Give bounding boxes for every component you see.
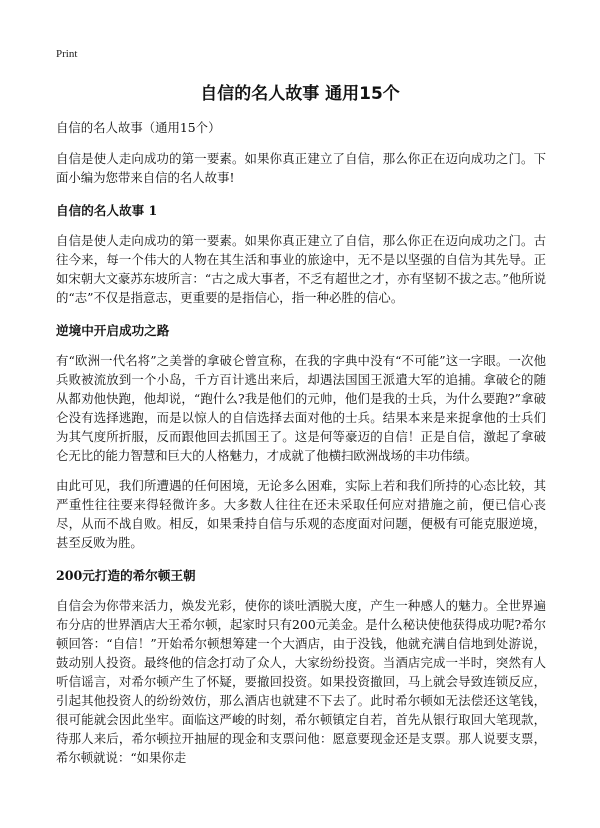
section-heading-1: 自信的名人故事 1 xyxy=(56,203,158,218)
print-label: Print xyxy=(56,48,78,60)
document-subtitle: 自信的名人故事（通用15个） xyxy=(56,120,221,135)
intro-paragraph: 自信是使人走向成功的第一要素。如果你真正建立了自信，那么你正在迈向成功之门。下面小编为您带来自信的名人故事! xyxy=(56,151,546,185)
document-body xyxy=(56,118,546,778)
section-heading-3: 200元打造的希尔顿王朝 xyxy=(56,568,196,583)
section-1-paragraph: 自信是使人走向成功的第一要素。如果你真正建立了自信，那么你正在迈向成功之门。古往今来，每一个伟大的人物在其生活和事业的旅途中，无不是以坚强的自信为其先导。正如宋朝大文豪苏东坡所言：“古之成大事者，不乏有超世之才，亦有坚韧不拔之志。”他所说的“志”不仅是指意志，更重要的是指信心，指一种必胜的信心。 xyxy=(56,233,546,305)
document-title: 自信的名人故事 通用15个 xyxy=(200,84,400,104)
section-2-paragraph-2: 由此可见，我们所遭遇的任何困境，无论多么困难，实际上若和我们所持的心态比较，其严重性往往要来得轻微许多。大多数人往往在还未采取任何应对措施之前，便已信心丧尽，从而不战自败。相反，如果秉持自信与乐观的态度面对问题，便极有可能克服逆境，甚至反败为胜。 xyxy=(56,478,546,550)
section-3-paragraph: 自信会为你带来活力，焕发光彩，使你的谈吐洒脱大度，产生一种感人的魅力。全世界遍布分店的世界酒店大王希尔顿，起家时只有200元美金。是什么秘诀使他获得成功呢?希尔顿回答：“自信！”开始希尔顿想筹建一个大酒店，由于没钱，他就充满自信地到处游说，鼓动别人投资。最终他的信念打动了众人，大家纷纷投资。当酒店完成一半时，突然有人听信谣言，对希尔顿产生了怀疑，要撤回投资。如果投资撤回，马上就会导致连锁反应，引起其他投资人的纷纷效仿，那么酒店也就建不下去了。此时希尔顿如无法偿还这笔钱，很可能就会因此坐牢。面临这严峻的时刻，希尔顿镇定自若，首先从银行取回大笔现款，待那人来后，希尔顿拉开抽屉的现金和支票问他：愿意要现金还是支票。那人说要支票，希尔顿就说：“如果你走 xyxy=(56,598,546,765)
section-2-paragraph-1: 有“欧洲一代名将”之美誉的拿破仑曾宣称，在我的字典中没有“不可能”这一字眼。一次他兵败被流放到一个小岛，千方百计逃出来后，却遇法国国王派遣大军的追捕。拿破仑的随从都劝他快跑，他却说，“跑什么?我是他们的元帅，他们是我的士兵，为什么要跑?”拿破仑没有选择逃跑，而是以惊人的自信选择去面对他的士兵。结果本来是来捉拿他的士兵们为其气度所折服，反而跟他回去抓国王了。这是何等豪迈的自信！正是自信，激起了拿破仑无比的能力智慧和巨大的人格魅力，才成就了他横扫欧洲战场的丰功伟绩。 xyxy=(56,353,546,463)
section-heading-2: 逆境中开启成功之路 xyxy=(56,323,170,338)
